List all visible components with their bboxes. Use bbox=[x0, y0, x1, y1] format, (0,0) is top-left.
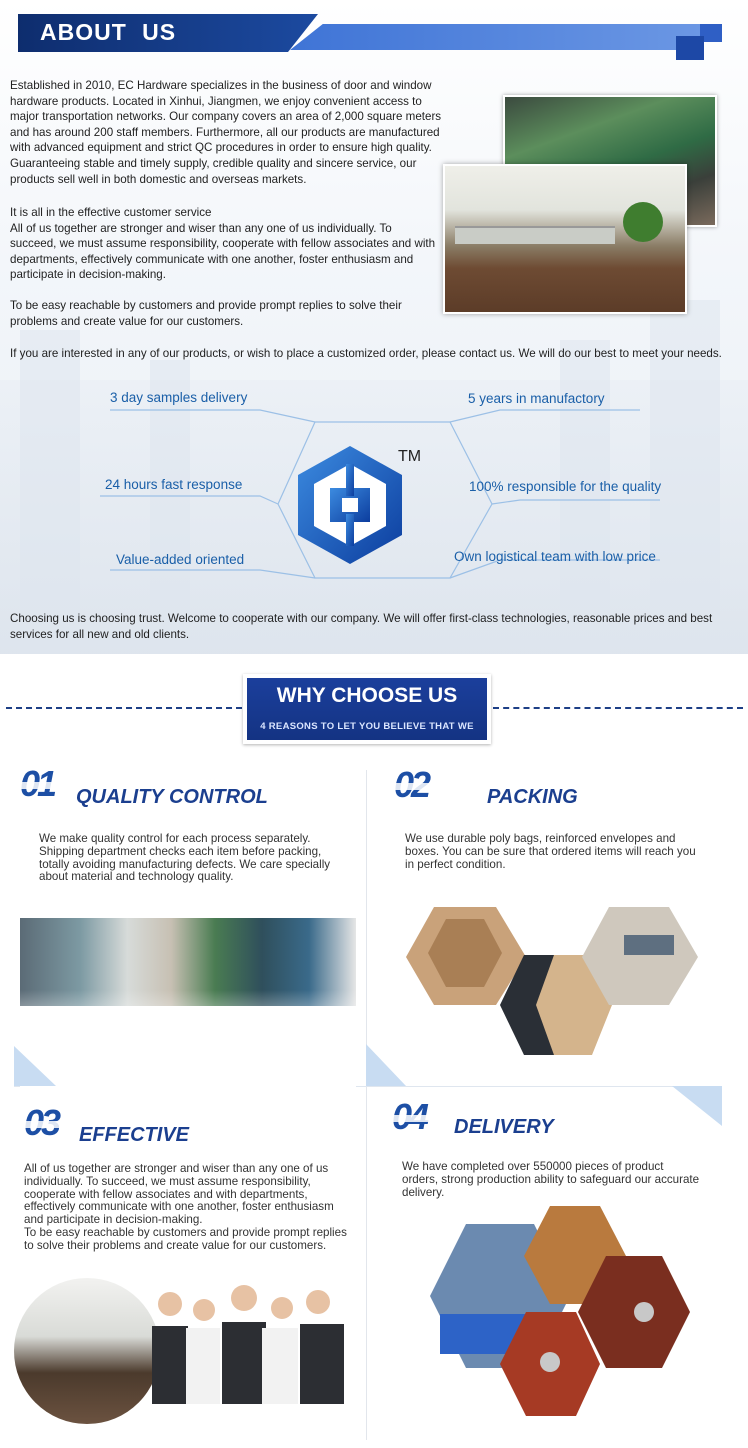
reason-text-packing: We use durable poly bags, reinforced envelopes and boxes. You can be sure that ordered items will reach you in perfect condition. bbox=[405, 832, 696, 871]
team-photo bbox=[150, 1282, 346, 1404]
feature-response: 24 hours fast response bbox=[105, 477, 243, 492]
number-stripe bbox=[18, 782, 66, 789]
photo-reflection bbox=[20, 990, 356, 1090]
header-stripe bbox=[290, 24, 700, 50]
feature-years: 5 years in manufactory bbox=[468, 391, 605, 406]
number-stripe bbox=[390, 1115, 438, 1122]
corner-triangle bbox=[672, 1086, 722, 1126]
ec-logo-icon bbox=[290, 444, 410, 566]
reason-title-packing: PACKING bbox=[487, 786, 578, 808]
service-text: All of us together are stronger and wiser than any one of us individually. To succeed, we must assume responsibility, cooperate with fellow associates and with departments, effectively communicate with one another, foster enthusiasm and participate in decision-making. bbox=[10, 221, 436, 282]
reason-text-quality: We make quality control for each process separately. Shipping department checks each item before packing, totally avoiding manufacturing defects. We care specially about material and technology quality. bbox=[39, 832, 331, 884]
why-subtitle: 4 REASONS TO LET YOU BELIEVE THAT WE bbox=[260, 721, 474, 732]
feature-quality: 100% responsible for the quality bbox=[469, 479, 662, 494]
feature-samples: 3 day samples delivery bbox=[110, 390, 248, 405]
about-paragraph-reach: To be easy reachable by customers and provide prompt replies to solve their problems and create value for our customers. bbox=[10, 299, 402, 328]
delivery-photos bbox=[400, 1204, 706, 1420]
dashed-divider-right bbox=[493, 707, 743, 709]
reason-title-effective: EFFECTIVE bbox=[79, 1124, 190, 1146]
office-circle-photo bbox=[14, 1278, 160, 1424]
service-heading: It is all in the effective customer service bbox=[10, 206, 212, 219]
dashed-divider-left bbox=[6, 707, 242, 709]
about-title: ABOUT US bbox=[40, 19, 177, 45]
about-paragraph-contact: If you are interested in any of our products, or wish to place a customized order, please contact us. We will do our best to meet your needs. bbox=[10, 347, 722, 360]
trademark-label: TM bbox=[398, 448, 422, 465]
corner-triangle bbox=[366, 1044, 406, 1086]
number-stripe bbox=[392, 783, 440, 790]
about-paragraph-trust: Choosing us is choosing trust. Welcome to cooperate with our company. We will offer first-class technologies, reasonable prices and best services for all new and old clients. bbox=[10, 612, 713, 641]
reason-text-effective: All of us together are stronger and wiser than any one of us individually. To succeed, we must assume responsibility, cooperate with fellow associates and with departments, effectively communicate with one another, foster enthusiasm and participate in decision-making. To be easy reachable by customers and provide prompt replies to solve their problems and create value for our customers. bbox=[24, 1162, 347, 1252]
number-stripe bbox=[22, 1121, 70, 1128]
about-paragraph-intro: Established in 2010, EC Hardware specializes in the business of door and window hardware products. Located in Xinhui, Jiangmen, we enjoy convenient access to major transportation networks. Our company covers an area of 2,000 square meters and has around 200 staff members. Furthermore, all our products are manufactured with advanced equipment and strict QC procedures in order to ensure high quality. Guaranteeing stable and timely supply, credible quality and sincere service, our products sell well in both domestic and overseas markets. bbox=[10, 79, 442, 186]
grid-divider bbox=[366, 770, 367, 1440]
reason-title-delivery: DELIVERY bbox=[454, 1116, 554, 1138]
packing-photos bbox=[404, 905, 700, 1057]
why-title: WHY CHOOSE US bbox=[276, 684, 458, 707]
office-photo bbox=[443, 164, 687, 314]
feature-value: Value-added oriented bbox=[116, 552, 245, 567]
about-paragraph-service bbox=[10, 205, 440, 283]
header-square bbox=[676, 36, 704, 60]
reason-text-delivery: We have completed over 550000 pieces of product orders, strong production ability to safeguard our accurate delivery. bbox=[402, 1160, 700, 1199]
reason-title-quality: QUALITY CONTROL bbox=[76, 786, 268, 808]
feature-logistics: Own logistical team with low price bbox=[454, 549, 656, 564]
